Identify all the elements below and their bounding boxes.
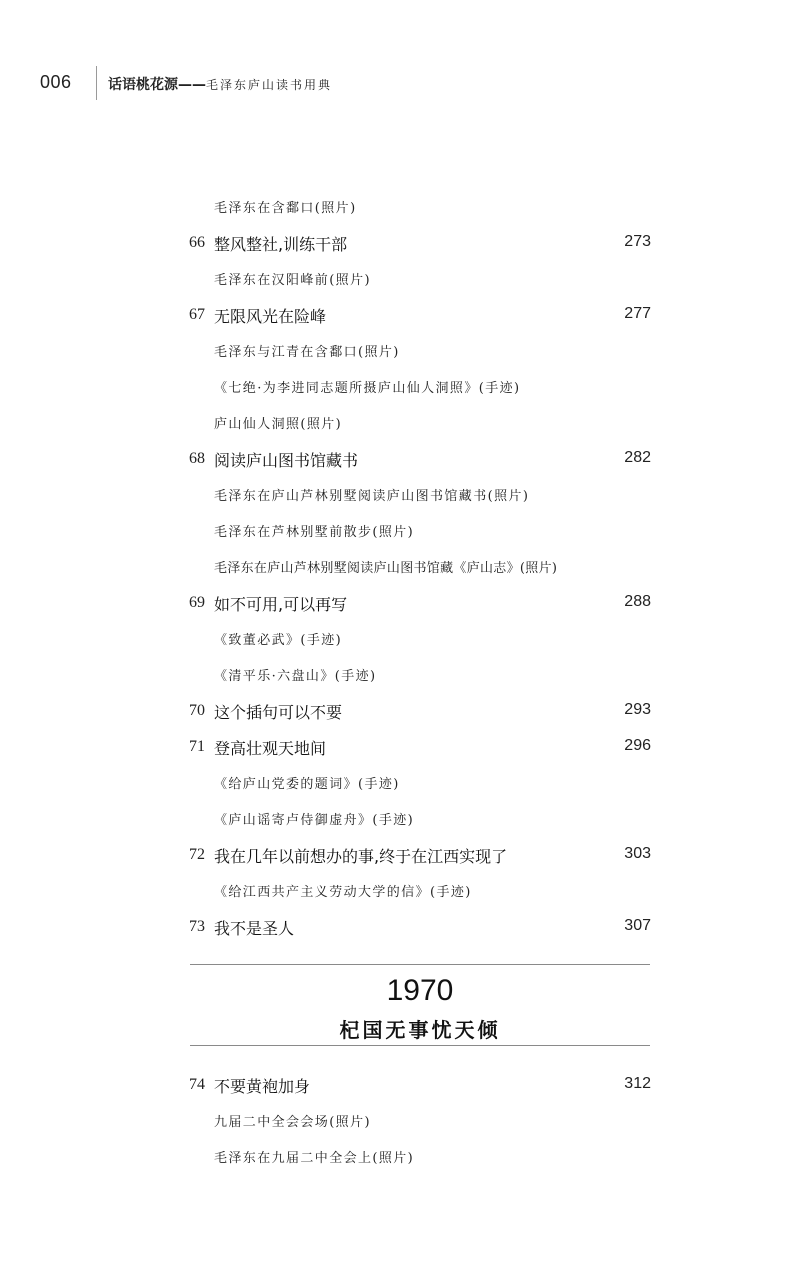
entry-number: 69 (189, 594, 205, 611)
toc-sub-item: 毛泽东在芦林别墅前散步(照片) (214, 525, 415, 540)
toc-sub-item: 《给庐山党委的题词》(手迹) (214, 777, 400, 792)
entry-page: 303 (624, 845, 651, 862)
toc-sub-item: 《致董必武》(手迹) (214, 633, 343, 648)
toc-sub-item: 《七绝·为李进同志题所摄庐山仙人洞照》(手迹) (214, 381, 521, 396)
toc-sub-item: 毛泽东在庐山芦林别墅阅读庐山图书馆藏《庐山志》(照片) (214, 561, 558, 576)
toc-sub-item: 毛泽东在含鄱口(照片) (214, 201, 357, 216)
entry-title: 登高壮观天地间 (214, 739, 327, 758)
entry-page: 293 (624, 701, 651, 718)
entry-number: 74 (189, 1076, 205, 1093)
toc-sub-item: 毛泽东在汉阳峰前(照片) (214, 273, 371, 288)
entry-page: 282 (624, 449, 651, 466)
toc-entry-69[interactable] (189, 591, 651, 619)
entry-page: 307 (624, 917, 651, 934)
entry-title: 如不可用,可以再写 (214, 595, 348, 614)
entry-number: 71 (189, 738, 205, 755)
entry-title: 无限风光在险峰 (214, 307, 327, 326)
toc-entry-72[interactable] (189, 843, 651, 871)
section-rule-bottom (190, 1045, 650, 1046)
entry-title: 这个插句可以不要 (214, 703, 343, 722)
header-divider (96, 66, 97, 100)
entry-page: 312 (624, 1075, 651, 1092)
toc-entry-67[interactable] (189, 303, 651, 331)
title-dash: —— (178, 77, 206, 93)
entry-number: 66 (189, 234, 205, 251)
toc-sub-item: 《给江西共产主义劳动大学的信》(手迹) (214, 885, 472, 900)
entry-title: 我在几年以前想办的事,终于在江西实现了 (214, 847, 508, 866)
entry-title: 不要黄袍加身 (214, 1077, 311, 1096)
toc-entry-68[interactable] (189, 447, 651, 475)
entry-number: 68 (189, 450, 205, 467)
toc-entry-73[interactable] (189, 915, 651, 943)
toc-sub-item: 毛泽东在庐山芦林别墅阅读庐山图书馆藏书(照片) (214, 489, 530, 504)
toc-entry-66[interactable] (189, 231, 651, 259)
section-year: 1970 (386, 974, 454, 1007)
toc-entry-70[interactable] (189, 699, 651, 727)
book-subtitle: 毛泽东庐山读书用典 (206, 78, 333, 92)
toc-entry-74[interactable] (189, 1073, 651, 1101)
toc-sub-item: 庐山仙人洞照(照片) (214, 417, 343, 432)
toc-sub-item: 《清平乐·六盘山》(手迹) (214, 669, 377, 684)
toc-sub-item: 《庐山谣寄卢侍御虚舟》(手迹) (214, 813, 415, 828)
entry-number: 67 (189, 306, 205, 323)
entry-title: 我不是圣人 (214, 919, 295, 938)
entry-number: 73 (189, 918, 205, 935)
entry-number: 72 (189, 846, 205, 863)
section-title: 杞国无事忧天倾 (339, 1018, 501, 1042)
entry-page: 277 (624, 305, 651, 322)
entry-page: 288 (624, 593, 651, 610)
entry-page: 296 (624, 737, 651, 754)
entry-title: 整风整社,训练干部 (214, 235, 348, 254)
toc-entry-71[interactable] (189, 735, 651, 763)
page-number: 006 (40, 72, 72, 92)
book-title: 话语桃花源 (108, 77, 178, 93)
toc-sub-item: 毛泽东与江青在含鄱口(照片) (214, 345, 400, 360)
toc-sub-item: 毛泽东在九届二中全会上(照片) (214, 1151, 415, 1166)
entry-page: 273 (624, 233, 651, 250)
running-title (108, 74, 332, 94)
entry-title: 阅读庐山图书馆藏书 (214, 451, 359, 470)
section-rule-top (190, 964, 650, 965)
toc-sub-item: 九届二中全会会场(照片) (214, 1115, 371, 1130)
entry-number: 70 (189, 702, 205, 719)
